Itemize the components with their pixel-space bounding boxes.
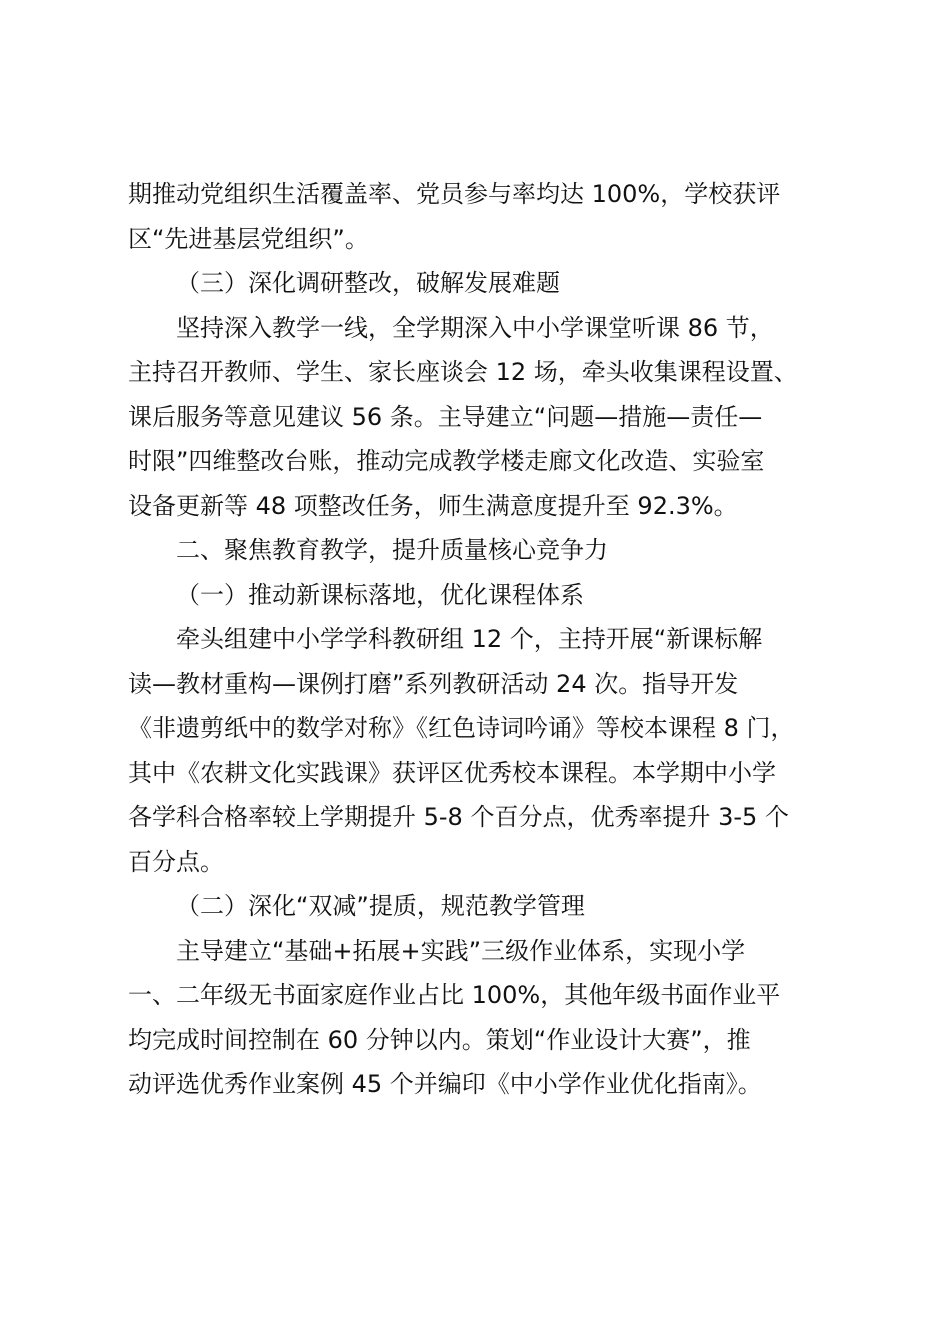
- paragraph-party-coverage: [128, 172, 832, 261]
- text-line: 设备更新等 48 项整改任务，师生满意度提升至 92.3%。: [128, 491, 738, 520]
- text-line: （三）深化调研整改，破解发展难题: [176, 269, 560, 297]
- paragraph-research: [128, 306, 832, 529]
- document-body: [128, 172, 832, 1107]
- text-line: 读—教材重构—课例打磨”系列教研活动 24 次。指导开发: [128, 669, 739, 698]
- text-line: 动评选优秀作业案例 45 个并编印《中小学作业优化指南》。: [128, 1070, 762, 1098]
- subheading-deepen-research: [128, 261, 832, 306]
- subheading-double-reduction: [128, 884, 832, 929]
- text-line: （一）推动新课标落地，优化课程体系: [176, 580, 584, 609]
- text-line: 期推动党组织生活覆盖率、党员参与率均达 100%，学校获评: [128, 180, 781, 208]
- text-line: 均完成时间控制在 60 分钟以内。策划“作业设计大赛”，推: [128, 1025, 751, 1054]
- text-line: 各学科合格率较上学期提升 5-8 个百分点，优秀率提升 3-5 个: [128, 803, 789, 831]
- text-line: 坚持深入教学一线，全学期深入中小学课堂听课 86 节，: [176, 313, 774, 342]
- text-line: 百分点。: [128, 847, 224, 876]
- text-line: 区“先进基层党组织”。: [128, 224, 369, 253]
- text-line: 牵头组建中小学学科教研组 12 个，主持开展“新课标解: [176, 625, 763, 653]
- text-line: （二）深化“双减”提质，规范教学管理: [176, 892, 585, 920]
- subheading-new-curriculum: [128, 573, 832, 618]
- text-line: 课后服务等意见建议 56 条。主导建立“问题—措施—责任—: [128, 402, 763, 431]
- text-line: 时限”四维整改台账，推动完成教学楼走廊文化改造、实验室: [128, 447, 765, 475]
- paragraph-homework: [128, 929, 832, 1107]
- paragraph-curriculum: [128, 617, 832, 884]
- text-line: 二、聚焦教育教学，提升质量核心竞争力: [176, 536, 608, 564]
- text-line: 主持召开教师、学生、家长座谈会 12 场，牵头收集课程设置、: [128, 358, 798, 386]
- text-line: 《非遗剪纸中的数学对称》《红色诗词吟诵》等校本课程 8 门，: [128, 714, 795, 742]
- text-line: 主导建立“基础+拓展+实践”三级作业体系，实现小学: [176, 936, 746, 965]
- text-line: 一、二年级无书面家庭作业占比 100%，其他年级书面作业平: [128, 981, 781, 1009]
- section-heading-teaching-quality: [128, 528, 832, 573]
- text-line: 其中《农耕文化实践课》获评区优秀校本课程。本学期中小学: [128, 758, 776, 787]
